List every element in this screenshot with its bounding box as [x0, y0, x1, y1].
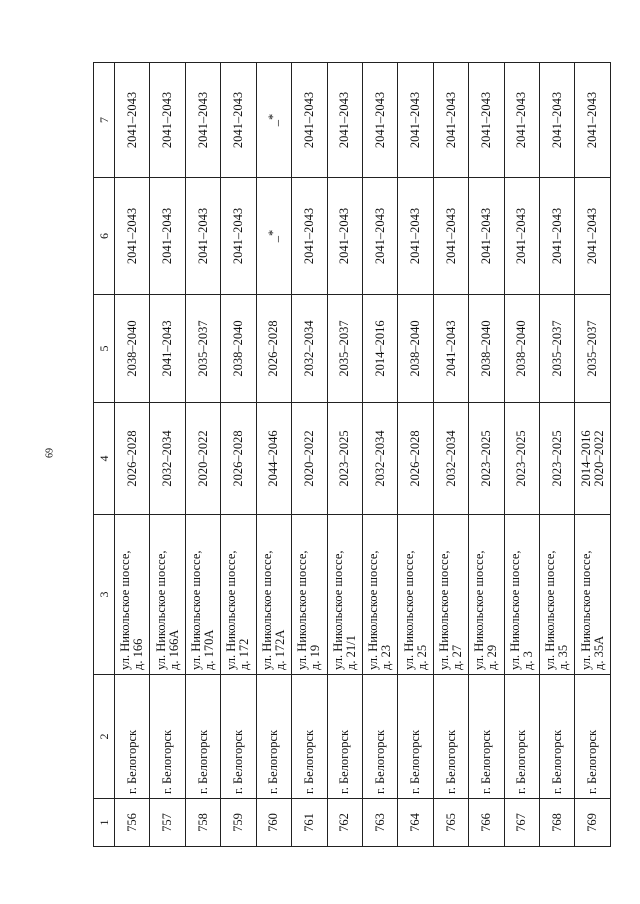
period-line: 2026–2028	[230, 430, 245, 487]
address-line: д. 3	[520, 651, 535, 670]
city-cell: г. Белогорск	[115, 675, 150, 799]
address-line: ул. Никольское шоссе,	[295, 550, 310, 670]
address-line: ул. Никольское шоссе,	[153, 550, 168, 670]
address-cell	[504, 515, 539, 675]
table-row	[185, 63, 220, 847]
header-cell: 4	[94, 403, 115, 515]
period-col4-cell	[504, 403, 539, 515]
period-col4-cell	[575, 403, 611, 515]
city-cell: г. Белогорск	[504, 675, 539, 799]
table-container	[93, 63, 611, 847]
table-row	[292, 63, 327, 847]
address-line: д. 35А	[591, 635, 606, 670]
period-col4-cell	[292, 403, 327, 515]
period-col4-cell	[540, 403, 575, 515]
period-col6-cell: 2041–2043	[433, 178, 468, 295]
period-col7-cell: 2041–2043	[150, 63, 185, 178]
table-row	[362, 63, 397, 847]
period-col5-cell: 2035–2037	[540, 295, 575, 403]
address-cell	[185, 515, 220, 675]
row-number-cell: 758	[185, 799, 220, 847]
city-cell: г. Белогорск	[575, 675, 611, 799]
period-col4-cell	[150, 403, 185, 515]
row-number-cell: 756	[115, 799, 150, 847]
period-line: 2023–2025	[478, 430, 493, 487]
city-cell: г. Белогорск	[150, 675, 185, 799]
address-cell	[115, 515, 150, 675]
table-header-row	[94, 63, 115, 847]
period-line: 2023–2025	[514, 430, 529, 487]
schedule-table	[93, 62, 611, 847]
city-cell: г. Белогорск	[362, 675, 397, 799]
address-line: д. 172	[237, 638, 252, 670]
period-col5-cell: 2035–2037	[575, 295, 611, 403]
city-cell: г. Белогорск	[433, 675, 468, 799]
header-cell: 3	[94, 515, 115, 675]
period-col6-cell: 2041–2043	[221, 178, 256, 295]
period-col5-cell: 2041–2043	[433, 295, 468, 403]
period-col4-cell	[469, 403, 504, 515]
period-col4-cell	[115, 403, 150, 515]
table-row	[398, 63, 433, 847]
period-line: 2032–2034	[372, 430, 387, 487]
period-line: 2032–2034	[160, 430, 175, 487]
row-number-cell: 767	[504, 799, 539, 847]
header-cell: 5	[94, 295, 115, 403]
period-col5-cell: 2038–2040	[115, 295, 150, 403]
table-row	[221, 63, 256, 847]
address-line: ул. Никольское шоссе,	[224, 550, 239, 670]
row-number-cell: 760	[256, 799, 291, 847]
period-line: 2023–2025	[549, 430, 564, 487]
row-number-cell: 763	[362, 799, 397, 847]
city-cell: г. Белогорск	[398, 675, 433, 799]
address-cell	[150, 515, 185, 675]
address-line: ул. Никольское шоссе,	[118, 550, 133, 670]
period-col6-cell: 2041–2043	[398, 178, 433, 295]
period-col7-cell: 2041–2043	[540, 63, 575, 178]
city-cell: г. Белогорск	[185, 675, 220, 799]
address-line: ул. Никольское шоссе,	[543, 550, 558, 670]
period-line: 2020–2022	[591, 430, 606, 487]
period-line: 2020–2022	[301, 430, 316, 487]
address-cell	[398, 515, 433, 675]
period-line: 2032–2034	[443, 430, 458, 487]
address-cell	[256, 515, 291, 675]
period-col5-cell: 2038–2040	[398, 295, 433, 403]
address-cell	[540, 515, 575, 675]
period-col7-cell: 2041–2043	[504, 63, 539, 178]
period-col5-cell: 2035–2037	[185, 295, 220, 403]
table-row	[540, 63, 575, 847]
header-cell: 6	[94, 178, 115, 295]
period-line: 2023–2025	[337, 430, 352, 487]
row-number-cell: 757	[150, 799, 185, 847]
address-line: д. 35	[556, 644, 571, 670]
table-row	[504, 63, 539, 847]
row-number-cell: 769	[575, 799, 611, 847]
period-col4-cell	[398, 403, 433, 515]
address-line: ул. Никольское шоссе,	[330, 550, 345, 670]
table-row	[256, 63, 291, 847]
address-cell	[292, 515, 327, 675]
address-line: ул. Никольское шоссе,	[472, 550, 487, 670]
city-cell: г. Белогорск	[256, 675, 291, 799]
address-line: ул. Никольское шоссе,	[189, 550, 204, 670]
period-col4-cell	[327, 403, 362, 515]
period-col4-cell	[433, 403, 468, 515]
address-cell	[362, 515, 397, 675]
period-col6-cell: 2041–2043	[540, 178, 575, 295]
period-col5-cell: 2035–2037	[327, 295, 362, 403]
period-col7-cell: 2041–2043	[575, 63, 611, 178]
period-col5-cell: 2038–2040	[469, 295, 504, 403]
period-col4-cell	[185, 403, 220, 515]
city-cell: г. Белогорск	[221, 675, 256, 799]
period-col6-cell: 2041–2043	[504, 178, 539, 295]
city-cell: г. Белогорск	[292, 675, 327, 799]
address-line: ул. Никольское шоссе,	[259, 550, 274, 670]
period-col7-cell: 2041–2043	[362, 63, 397, 178]
period-col7-cell: _*	[256, 63, 291, 178]
row-number-cell: 765	[433, 799, 468, 847]
period-line: 2020–2022	[195, 430, 210, 487]
period-line: 2026–2028	[124, 430, 139, 487]
header-cell: 7	[94, 63, 115, 178]
address-line: д. 170А	[202, 629, 217, 670]
header-cell: 1	[94, 799, 115, 847]
period-col7-cell: 2041–2043	[221, 63, 256, 178]
period-col7-cell: 2041–2043	[185, 63, 220, 178]
table-row	[575, 63, 611, 847]
period-col6-cell: 2041–2043	[362, 178, 397, 295]
address-line: ул. Никольское шоссе,	[507, 550, 522, 670]
city-cell: г. Белогорск	[469, 675, 504, 799]
row-number-cell: 768	[540, 799, 575, 847]
address-line: д. 29	[485, 644, 500, 670]
period-col7-cell: 2041–2043	[292, 63, 327, 178]
city-cell: г. Белогорск	[327, 675, 362, 799]
address-line: ул. Никольское шоссе,	[401, 550, 416, 670]
period-col5-cell: 2038–2040	[221, 295, 256, 403]
address-cell	[469, 515, 504, 675]
period-col6-cell: 2041–2043	[575, 178, 611, 295]
row-number-cell: 759	[221, 799, 256, 847]
address-line: д. 172А	[272, 629, 287, 670]
table-row	[150, 63, 185, 847]
period-col6-cell: 2041–2043	[327, 178, 362, 295]
row-number-cell: 762	[327, 799, 362, 847]
period-col6-cell: 2041–2043	[469, 178, 504, 295]
period-col5-cell: 2041–2043	[150, 295, 185, 403]
row-number-cell: 766	[469, 799, 504, 847]
rotated-table-frame	[93, 63, 611, 847]
period-col7-cell: 2041–2043	[398, 63, 433, 178]
address-cell	[221, 515, 256, 675]
address-line: д. 25	[414, 644, 429, 670]
period-col5-cell: 2026–2028	[256, 295, 291, 403]
period-line: 2026–2028	[408, 430, 423, 487]
period-col5-cell: 2014–2016	[362, 295, 397, 403]
address-line: д. 27	[450, 644, 464, 670]
period-col6-cell: 2041–2043	[292, 178, 327, 295]
period-col7-cell: 2041–2043	[115, 63, 150, 178]
table-row	[327, 63, 362, 847]
header-cell: 2	[94, 675, 115, 799]
table-row	[469, 63, 504, 847]
address-line: д. 166А	[166, 629, 181, 670]
row-number-cell: 761	[292, 799, 327, 847]
table-body	[94, 63, 611, 847]
period-line: 2014–2016	[578, 430, 593, 487]
period-col7-cell: 2041–2043	[327, 63, 362, 178]
address-line: ул. Никольское шоссе,	[578, 550, 593, 670]
period-col6-cell: _*	[256, 178, 291, 295]
period-col6-cell: 2041–2043	[150, 178, 185, 295]
row-number-cell: 764	[398, 799, 433, 847]
address-cell	[433, 515, 468, 675]
period-col6-cell: 2041–2043	[185, 178, 220, 295]
table-row	[115, 63, 150, 847]
address-line: ул. Никольское шоссе,	[366, 550, 381, 670]
period-col7-cell: 2041–2043	[433, 63, 468, 178]
address-cell	[327, 515, 362, 675]
period-col6-cell: 2041–2043	[115, 178, 150, 295]
address-cell	[575, 515, 611, 675]
period-col5-cell: 2038–2040	[504, 295, 539, 403]
period-col4-cell	[221, 403, 256, 515]
address-line: д. 19	[308, 644, 323, 670]
period-col7-cell: 2041–2043	[469, 63, 504, 178]
address-line: д. 166	[131, 638, 146, 670]
period-col4-cell	[256, 403, 291, 515]
address-line: д. 21/1	[343, 635, 358, 670]
address-line: ул. Никольское шоссе,	[437, 550, 451, 670]
page-number: 69	[44, 448, 56, 458]
period-col4-cell	[362, 403, 397, 515]
city-cell: г. Белогорск	[540, 675, 575, 799]
address-line: д. 23	[379, 644, 394, 670]
period-col5-cell: 2032–2034	[292, 295, 327, 403]
period-line: 2044–2046	[266, 430, 281, 487]
table-row	[433, 63, 468, 847]
